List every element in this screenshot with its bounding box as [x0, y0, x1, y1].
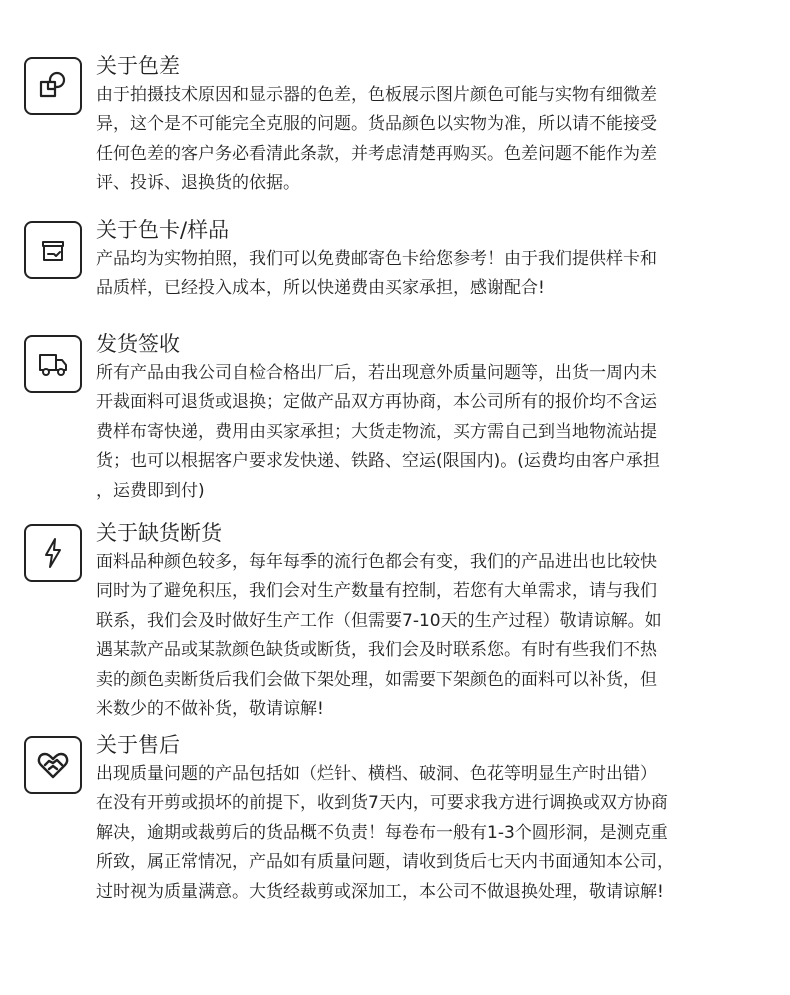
heart-handshake-icon	[24, 736, 82, 794]
body-line: 由于拍摄技术原因和显示器的色差，色板展示图片颜色可能与实物有细微差	[96, 85, 657, 105]
color-blocks-icon	[24, 57, 82, 115]
body-line: 过时视为质量满意。大货经裁剪或深加工，本公司不做退换处理，敬请谅解!	[96, 881, 664, 902]
body-line: 评、投诉、退换货的依据。	[96, 173, 300, 194]
body-line: 产品均为实物拍照，我们可以免费邮寄色卡给您参考！由于我们提供样卡和	[96, 249, 657, 269]
section-title: 关于色卡/样品	[96, 218, 230, 242]
body-line: 费样布寄快递，费用由买家承担；大货走物流，买方需自己到当地物流站提	[96, 421, 657, 442]
body-line: 同时为了避免积压，我们会对生产数量有控制，若您有大单需求，请与我们	[96, 581, 657, 602]
section-title: 发货签收	[96, 332, 180, 356]
body-line: 任何色差的客户务必看清此条款，并考虑清楚再购买。色差问题不能作为差	[96, 143, 657, 164]
body-line: 在没有开剪或损坏的前提下，收到货7天内，可要求我方进行调换或双方协商	[96, 793, 668, 814]
box-check-icon	[24, 221, 82, 279]
section-title: 关于缺货断货	[96, 521, 222, 545]
section-title: 关于色差	[96, 54, 180, 78]
body-line: 货；也可以根据客户要求发快递、铁路、空运(限国内)。(运费均由客户承担	[96, 451, 660, 472]
body-line: ，运费即到付)	[96, 480, 205, 501]
section-title: 关于售后	[96, 733, 180, 757]
body-line: 遇某款产品或某款颜色缺货或断货，我们会及时联系您。有时有些我们不热	[96, 640, 657, 661]
body-line: 卖的颜色卖断货后我们会做下架处理，如需要下架颜色的面料可以补货，但	[96, 669, 657, 690]
body-line: 出现质量问题的产品包括如（烂针、横档、破洞、色花等明显生产时出错）	[96, 764, 657, 784]
body-line: 异，这个是不可能完全克服的问题。货品颜色以实物为准，所以请不能接受	[96, 114, 657, 135]
body-line: 开裁面料可退货或退换；定做产品双方再协商，本公司所有的报价均不含运	[96, 392, 657, 413]
body-line: 所有产品由我公司自检合格出厂后，若出现意外质量问题等，出货一周内未	[96, 363, 657, 383]
delivery-truck-icon	[24, 335, 82, 393]
body-line: 品质样，已经投入成本，所以快递费由买家承担，感谢配合!	[96, 278, 545, 299]
body-line: 解决，逾期或裁剪后的货品概不负责！每卷布一般有1-3个圆形洞，是测克重	[96, 822, 668, 843]
body-line: 联系，我们会及时做好生产工作（但需要7-10天的生产过程）敬请谅解。如	[96, 610, 662, 631]
body-line: 米数少的不做补货，敬请谅解!	[96, 699, 324, 720]
body-line: 面料品种颜色较多，每年每季的流行色都会有变，我们的产品进出也比较快	[96, 552, 657, 572]
body-line: 所致，属正常情况，产品如有质量问题，请收到货后七天内书面通知本公司，	[96, 852, 674, 873]
lightning-icon	[24, 524, 82, 582]
